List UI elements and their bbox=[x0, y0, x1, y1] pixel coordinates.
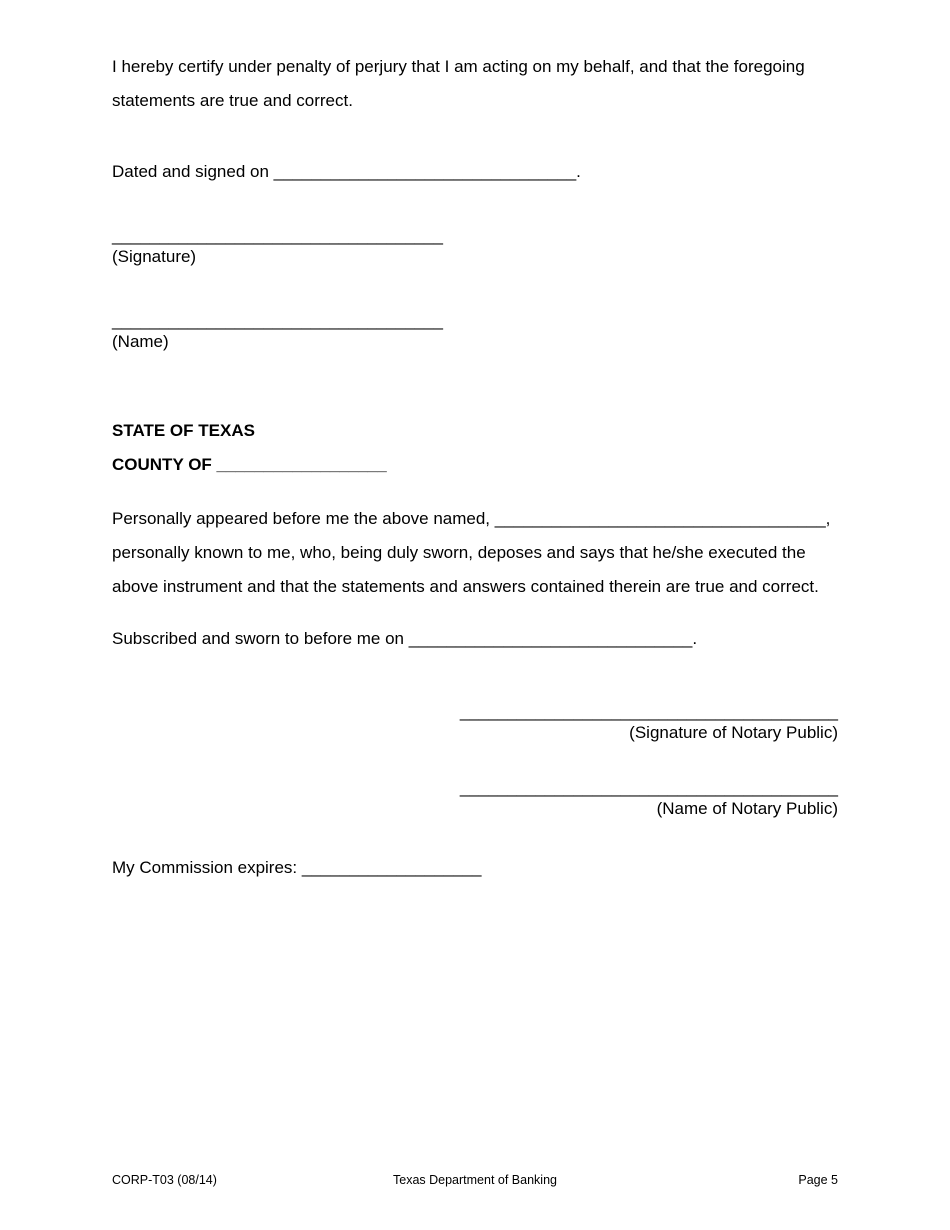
signature-label: (Signature) bbox=[112, 247, 197, 266]
appearance-line-2: personally known to me, who, being duly sworn, deposes and says that he/she executed the bbox=[112, 543, 806, 562]
notary-name-label: (Name of Notary Public) bbox=[656, 799, 838, 818]
name-line[interactable]: ___________________________________ bbox=[112, 311, 443, 330]
appearance-line-3: above instrument and that the statements and answers contained therein are true and correct. bbox=[112, 577, 819, 596]
certification-line-2: statements are true and correct. bbox=[112, 91, 353, 110]
footer-page-number: Page 5 bbox=[798, 1173, 838, 1187]
footer-department: Texas Department of Banking bbox=[393, 1173, 557, 1187]
state-heading: STATE OF TEXAS bbox=[112, 421, 255, 440]
certification-line-1: I hereby certify under penalty of perjury that I am acting on my behalf, and that the foregoing bbox=[112, 57, 805, 76]
dated-signed-field[interactable]: Dated and signed on ________________________________. bbox=[112, 162, 581, 181]
notary-signature-line[interactable]: ________________________________________ bbox=[459, 702, 838, 721]
notary-name-line[interactable]: ________________________________________ bbox=[459, 778, 838, 797]
subscribed-field[interactable]: Subscribed and sworn to before me on ______________________________. bbox=[112, 629, 698, 648]
appearance-line-1[interactable]: Personally appeared before me the above named, ___________________________________, bbox=[112, 509, 831, 528]
footer-form-id: CORP-T03 (08/14) bbox=[112, 1173, 217, 1187]
signature-line[interactable]: ___________________________________ bbox=[112, 226, 443, 245]
county-field[interactable]: COUNTY OF __________________ bbox=[112, 455, 387, 474]
commission-expires-field[interactable]: My Commission expires: ___________________ bbox=[112, 858, 482, 877]
name-label: (Name) bbox=[112, 332, 169, 351]
notary-signature-label: (Signature of Notary Public) bbox=[629, 723, 838, 742]
